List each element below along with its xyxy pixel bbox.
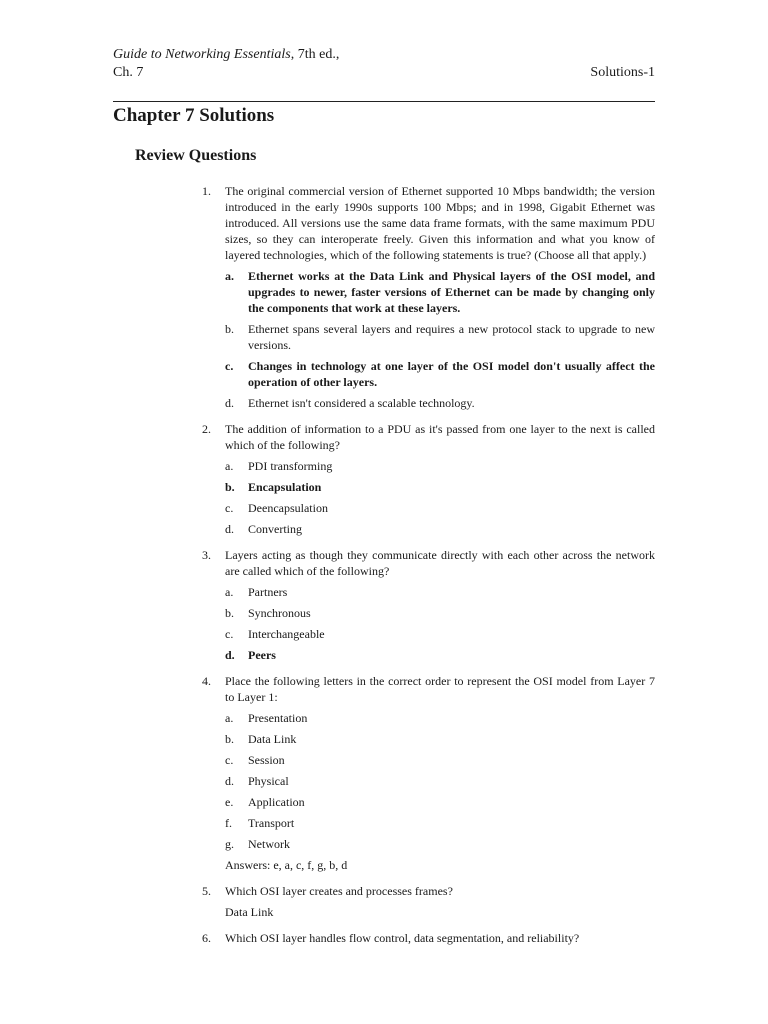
question-text: The original commercial version of Ethernet supported 10 Mbps bandwidth; the version introduced in the early 1990s supports 100 Mbps; and in 1998, Gigabit Ethernet was introduced. All versions use the same data frame formats, with the same maximum PDU sizes, so they can interoperate freely. Given this information and what you know of layered technologies, which of the following statements is true? (Choose all that apply.) — [225, 184, 655, 262]
option-text: Presentation — [248, 711, 308, 725]
option-letter: f. — [225, 816, 232, 830]
question-number: 4. — [202, 674, 211, 688]
option-letter: a. — [225, 585, 234, 599]
option-letter: d. — [225, 648, 235, 662]
option-letter: b. — [225, 480, 235, 494]
question-body — [225, 883, 655, 925]
answer-option-correct — [225, 647, 655, 663]
answer-option — [225, 773, 655, 789]
answer-option-correct — [225, 358, 655, 390]
book-title: Guide to Networking Essentials — [113, 47, 291, 62]
option-text: Changes in technology at one layer of the OSI model don't usually affect the operation of other layers. — [248, 359, 655, 389]
answer-option — [225, 815, 655, 831]
answer-option — [225, 731, 655, 747]
question-item — [202, 421, 655, 542]
answer-option — [225, 395, 655, 411]
option-letter: b. — [225, 322, 234, 336]
option-letter: c. — [225, 359, 234, 373]
option-text: Peers — [248, 648, 276, 662]
option-text: Data Link — [248, 732, 297, 746]
question-item — [202, 930, 655, 951]
question-list — [202, 183, 655, 956]
option-letter: g. — [225, 837, 234, 851]
option-text: Synchronous — [248, 606, 311, 620]
header-chapter: Ch. 7 — [113, 65, 144, 80]
option-text: Encapsulation — [248, 480, 322, 494]
header-chapter-line — [113, 64, 655, 82]
header-rule — [113, 101, 655, 102]
option-text: Ethernet spans several layers and requires a new protocol stack to upgrade to new versions. — [248, 322, 655, 352]
question-body — [225, 930, 655, 951]
option-text: PDI transforming — [248, 459, 333, 473]
question-body — [225, 673, 655, 878]
question-text: Place the following letters in the correct order to represent the OSI model from Layer 7 to Layer 1: — [225, 674, 655, 704]
question-text: Which OSI layer creates and processes frames? — [225, 884, 453, 898]
answer-option — [225, 321, 655, 353]
question-number: 1. — [202, 184, 211, 198]
answer-option — [225, 710, 655, 726]
option-text: Network — [248, 837, 290, 851]
option-letter: b. — [225, 732, 234, 746]
option-letter: a. — [225, 269, 234, 283]
section-title: Review Questions — [135, 147, 257, 164]
question-number: 6. — [202, 931, 211, 945]
option-letter: d. — [225, 774, 234, 788]
option-text: Ethernet isn't considered a scalable technology. — [248, 396, 475, 410]
answer-option — [225, 794, 655, 810]
answer-text: Data Link — [225, 905, 274, 919]
option-text: Ethernet works at the Data Link and Physical layers of the OSI model, and upgrades to newer, faster versions of Ethernet can be made by changing only the components that work at these layers. — [248, 269, 655, 315]
question-number: 5. — [202, 884, 211, 898]
question-number: 3. — [202, 548, 211, 562]
answer-option — [225, 584, 655, 600]
answer-option-correct — [225, 268, 655, 316]
question-text: The addition of information to a PDU as it's passed from one layer to the next is called which of the following? — [225, 422, 655, 452]
question-item — [202, 183, 655, 416]
answer-option — [225, 752, 655, 768]
header-page-label: Solutions-1 — [590, 65, 655, 80]
answer-option — [225, 626, 655, 642]
option-text: Application — [248, 795, 305, 809]
question-body — [225, 547, 655, 668]
option-text: Transport — [248, 816, 295, 830]
answer-option — [225, 458, 655, 474]
header-book-line — [113, 46, 655, 64]
option-letter: c. — [225, 627, 234, 641]
option-letter: a. — [225, 711, 234, 725]
option-text: Interchangeable — [248, 627, 325, 641]
question-text: Layers acting as though they communicate directly with each other across the network are called which of the following? — [225, 548, 655, 578]
question-item — [202, 547, 655, 668]
answer-option — [225, 521, 655, 537]
question-text: Which OSI layer handles flow control, data segmentation, and reliability? — [225, 931, 580, 945]
question-item — [202, 883, 655, 925]
answer-option — [225, 605, 655, 621]
answer-text: Answers: e, a, c, f, g, b, d — [225, 858, 348, 872]
option-letter: c. — [225, 501, 234, 515]
option-letter: c. — [225, 753, 234, 767]
page-header — [113, 46, 655, 82]
option-text: Physical — [248, 774, 289, 788]
chapter-title: Chapter 7 Solutions — [113, 105, 275, 126]
question-item — [202, 673, 655, 878]
answer-option — [225, 500, 655, 516]
option-text: Session — [248, 753, 285, 767]
option-text: Partners — [248, 585, 288, 599]
option-letter: b. — [225, 606, 234, 620]
option-letter: d. — [225, 522, 234, 536]
option-text: Deencapsulation — [248, 501, 328, 515]
answer-option-correct — [225, 479, 655, 495]
answer-option — [225, 836, 655, 852]
question-body — [225, 421, 655, 542]
option-text: Converting — [248, 522, 302, 536]
option-letter: a. — [225, 459, 234, 473]
option-letter: e. — [225, 795, 234, 809]
question-body — [225, 183, 655, 416]
question-number: 2. — [202, 422, 211, 436]
book-edition: , 7th ed., — [290, 47, 340, 62]
option-letter: d. — [225, 396, 234, 410]
